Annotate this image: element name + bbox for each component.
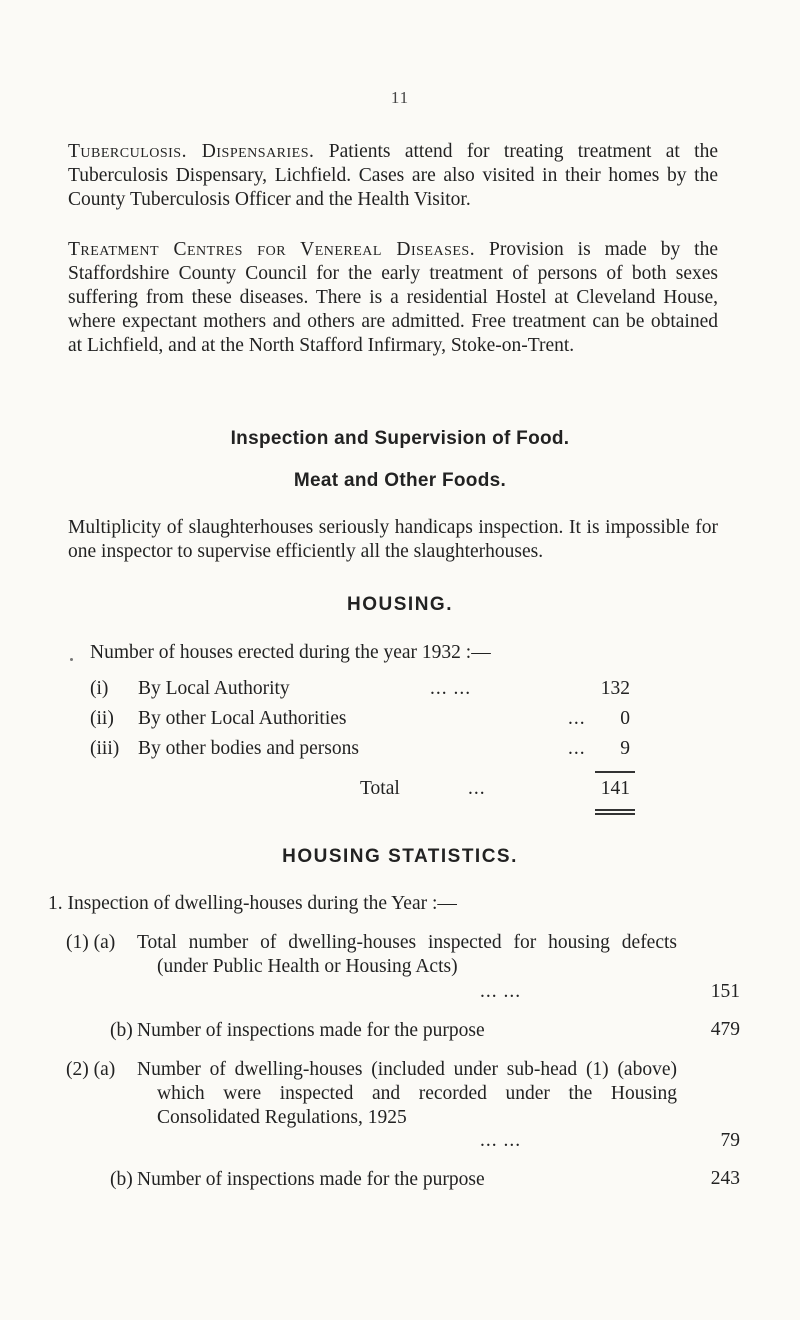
subtotal-rule	[595, 771, 635, 773]
housing-heading: HOUSING.	[347, 594, 453, 615]
stats-sub-value: 79	[720, 1130, 740, 1151]
total-double-rule	[595, 813, 635, 815]
stats-sub-num: (b)	[110, 1169, 133, 1190]
tuberculosis-text: Patients attend for treating treatment at the Tuberculosis Dispensary, Lichfield. Cases are also visited in their homes by the County Tuberculosis Officer and the Health Visitor.	[68, 141, 718, 210]
venereal-lead: Treatment Centres for Venereal Diseases.	[68, 239, 476, 260]
stats-sub-value: 243	[710, 1168, 740, 1189]
housing-row-value: 0	[620, 708, 630, 729]
housing-row	[90, 738, 630, 762]
page-number: 11	[390, 88, 410, 107]
tuberculosis-lead: Tuberculosis. Dispensaries.	[68, 141, 315, 162]
housing-total-label: Total	[360, 778, 400, 799]
housing-row-label: By Local Authority	[138, 678, 290, 699]
housing-row	[90, 678, 630, 702]
stats-sub-dots: ... ...	[480, 981, 522, 1002]
stats-sub-dots: ... ...	[480, 1130, 522, 1151]
food-paragraph: Multiplicity of slaughterhouses seriously handicaps inspection. It is impossible for one inspector to supervise efficiently all the slaughterhouses.	[68, 517, 718, 562]
stats-sub-text: Number of inspections made for the purpose	[137, 1169, 485, 1190]
housing-row-num: (i)	[90, 678, 109, 699]
stats-sub-text: Number of inspections made for the purpose	[137, 1020, 485, 1041]
housing-row-dots: ...	[568, 738, 586, 759]
stats-sub-num: (1) (a)	[66, 932, 116, 953]
stats-sub-value: 151	[710, 981, 740, 1002]
housing-row-value: 132	[600, 678, 630, 699]
housing-statistics-heading: HOUSING STATISTICS.	[282, 846, 518, 867]
housing-intro: Number of houses erected during the year 1932 :—	[90, 642, 491, 663]
stats-sub-text: Total number of dwelling-houses inspected for housing defects (under Public Health or Housing Acts)	[137, 932, 677, 977]
housing-row-label: By other bodies and persons	[138, 738, 359, 759]
stats-sub-num: (2) (a)	[66, 1059, 116, 1080]
housing-row-label: By other Local Authorities	[138, 708, 347, 729]
bullet-mark	[70, 658, 73, 661]
food-subheading: Meat and Other Foods.	[293, 470, 507, 491]
stats-sub-num: (b)	[110, 1020, 133, 1041]
housing-row-dots: ...	[568, 708, 586, 729]
housing-row-value: 9	[620, 738, 630, 759]
housing-row-num: (iii)	[90, 738, 120, 759]
total-double-rule	[595, 809, 635, 811]
stats-sub-text: Number of dwelling-houses (included under sub-head (1) (above) which were inspected and recorded under the Housing Consolidated Regulations, 1925	[137, 1059, 677, 1128]
housing-total-dots: ...	[468, 778, 486, 799]
stats-sub-value: 479	[710, 1019, 740, 1040]
food-heading: Inspection and Supervision of Food.	[230, 428, 570, 449]
stats-item-1: 1. Inspection of dwelling-houses during the Year :—	[48, 893, 457, 914]
venereal-paragraph	[68, 238, 718, 358]
housing-total-value: 141	[600, 778, 630, 799]
tuberculosis-paragraph	[68, 140, 718, 212]
venereal-text: Provision is made by the Staffordshire County Council for the early treatment of persons of both sexes suffering from these diseases. There is a residential Hostel at Cleveland House, where expectant mothers and others are admitted. Free treatment can be obtained at Lichfield, and at the North Stafford Infirmary, Stoke-on-Trent.	[68, 239, 718, 356]
housing-row-num: (ii)	[90, 708, 114, 729]
housing-row	[90, 708, 630, 732]
housing-row-dots: ... ...	[430, 678, 472, 699]
